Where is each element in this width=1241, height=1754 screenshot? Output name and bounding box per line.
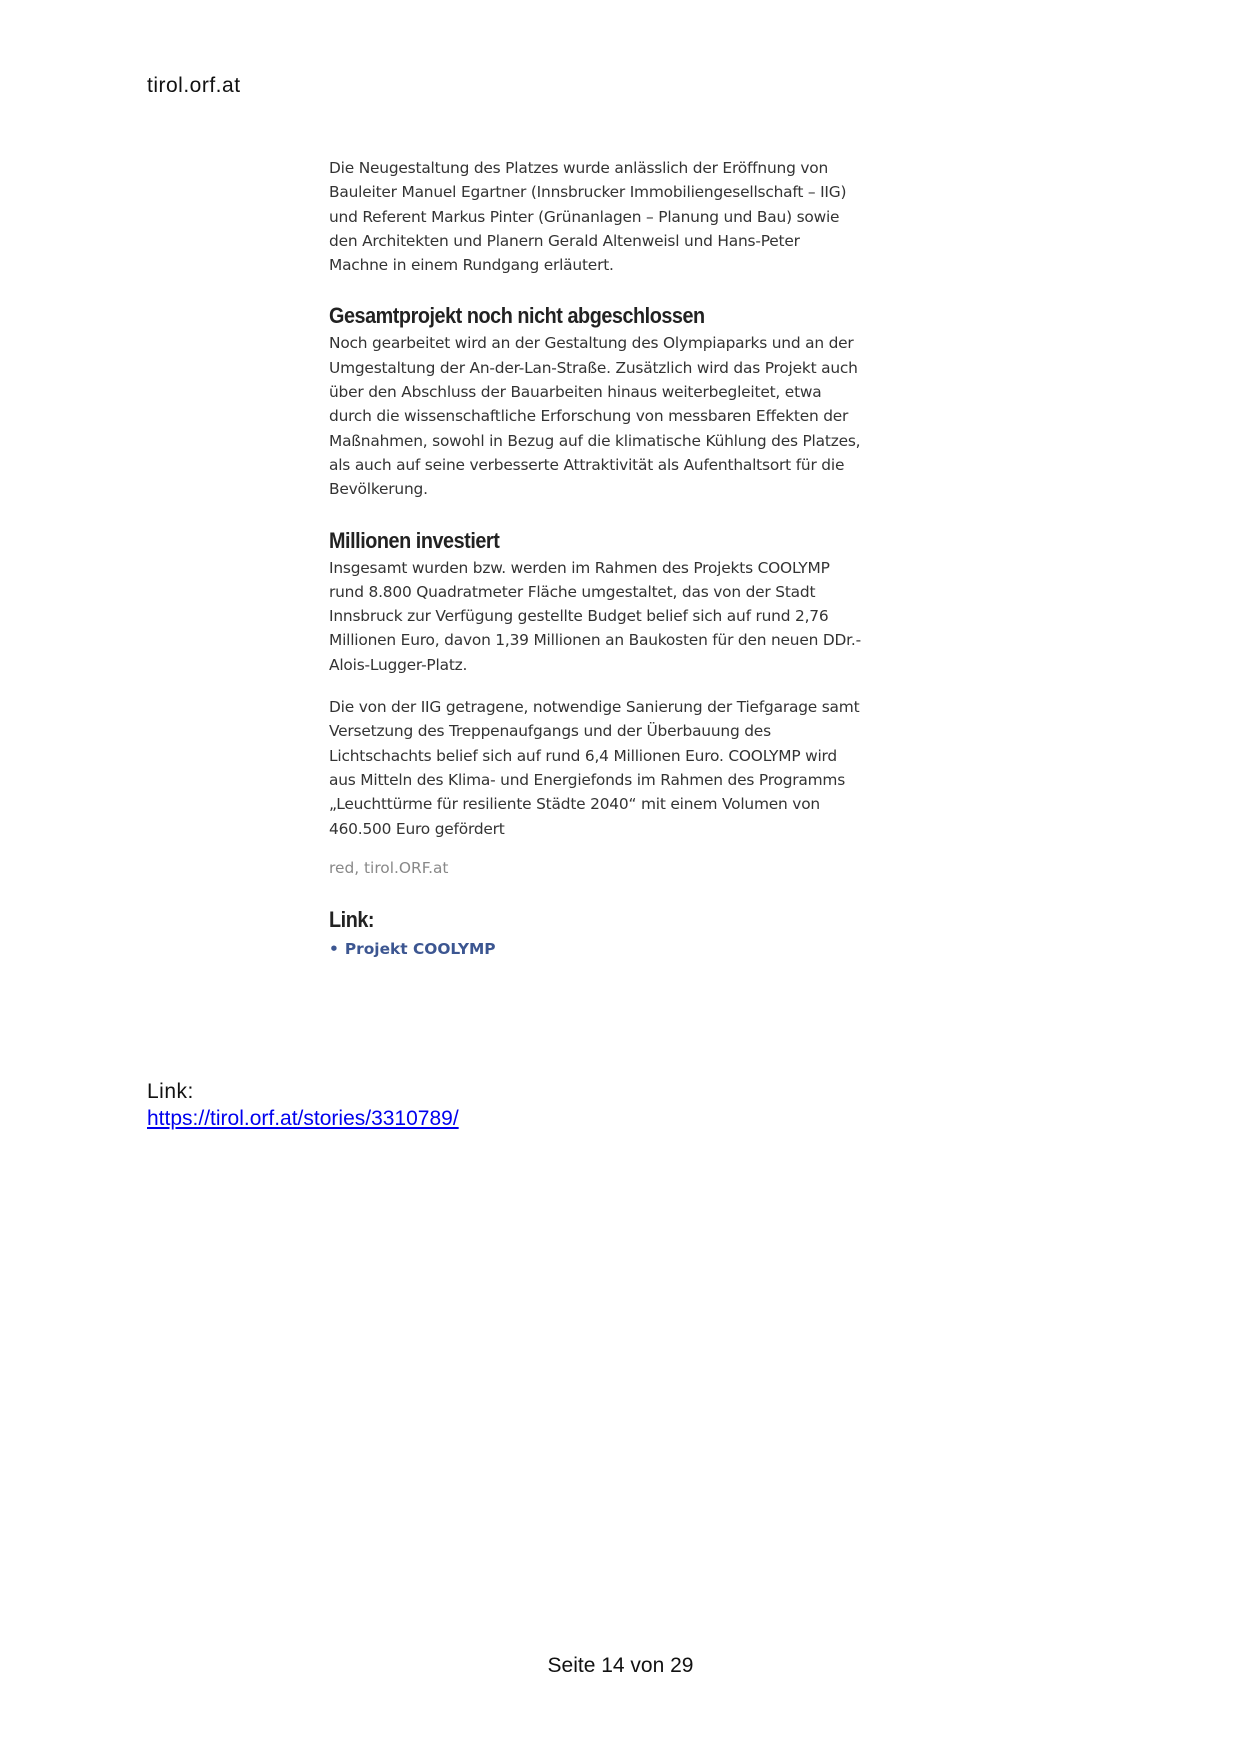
text-line: und Referent Markus Pinter (Grünanlagen – Planung und Bau) sowie — [329, 207, 840, 226]
link-label: Link: — [147, 1080, 194, 1103]
text-line: „Leuchttürme für resiliente Städte 2040“ mit einem Volumen von — [329, 795, 820, 814]
text-line: den Architekten und Planern Gerald Altenweisl und Hans-Peter — [329, 231, 800, 250]
text-line: Alois-Lugger-Platz. — [329, 655, 468, 674]
text-line: Maßnahmen, sowohl in Bezug auf die klimatische Kühlung des Platzes, — [329, 431, 861, 450]
text-line: Machne in einem Rundgang erläutert. — [329, 256, 614, 275]
section-heading: Gesamtprojekt noch nicht abgeschlossen — [329, 303, 705, 329]
text-line: Lichtschachts belief sich auf rund 6,4 Millionen Euro. COOLYMP wird — [329, 746, 837, 765]
paragraph — [329, 695, 929, 841]
text-line: Versetzung des Treppenaufgangs und der Überbauung des — [329, 722, 771, 741]
text-line: aus Mitteln des Klima- und Energiefonds im Rahmen des Programms — [329, 770, 846, 789]
article-screenshot — [329, 156, 929, 958]
link-heading: Link: — [329, 906, 375, 932]
section-heading: Millionen investiert — [329, 527, 500, 553]
site-header: tirol.orf.at — [147, 74, 241, 97]
text-line: Millionen Euro, davon 1,39 Millionen an Baukosten für den neuen DDr.- — [329, 631, 861, 650]
source-link-block — [147, 1078, 459, 1132]
page-number: Seite 14 von 29 — [547, 1654, 694, 1677]
text-line: 460.500 Euro gefördert — [329, 819, 505, 838]
source-url-link[interactable]: https://tirol.orf.at/stories/3310789/ — [147, 1107, 459, 1130]
text-line: über den Abschluss der Bauarbeiten hinaus weiterbegleitet, etwa — [329, 383, 822, 402]
text-line: Umgestaltung der An-der-Lan-Straße. Zusätzlich wird das Projekt auch — [329, 358, 858, 377]
source-credit: red, tirol.ORF.at — [329, 858, 449, 877]
text-line: Insgesamt wurden bzw. werden im Rahmen des Projekts COOLYMP — [329, 558, 830, 577]
paragraph — [329, 331, 929, 501]
text-line: Die von der IIG getragene, notwendige Sanierung der Tiefgarage samt — [329, 698, 860, 717]
intro-paragraph — [329, 156, 929, 277]
coolymp-project-link[interactable]: Projekt COOLYMP — [344, 939, 496, 958]
text-line: Die Neugestaltung des Platzes wurde anlässlich der Eröffnung von — [329, 159, 829, 177]
text-line: rund 8.800 Quadratmeter Fläche umgestaltet, das von der Stadt — [329, 582, 816, 601]
text-line: Bauleiter Manuel Egartner (Innsbrucker Immobiliengesellschaft – IIG) — [329, 183, 847, 202]
bullet-icon: • — [329, 939, 339, 958]
text-line: durch die wissenschaftliche Erforschung von messbaren Effekten der — [329, 407, 849, 426]
link-list-item — [329, 939, 929, 958]
text-line: als auch auf seine verbesserte Attraktivität als Aufenthaltsort für die — [329, 455, 845, 474]
text-line: Bevölkerung. — [329, 480, 428, 499]
text-line: Noch gearbeitet wird an der Gestaltung des Olympiaparks und an der — [329, 334, 854, 353]
text-line: Innsbruck zur Verfügung gestellte Budget belief sich auf rund 2,76 — [329, 607, 829, 626]
paragraph — [329, 556, 929, 677]
